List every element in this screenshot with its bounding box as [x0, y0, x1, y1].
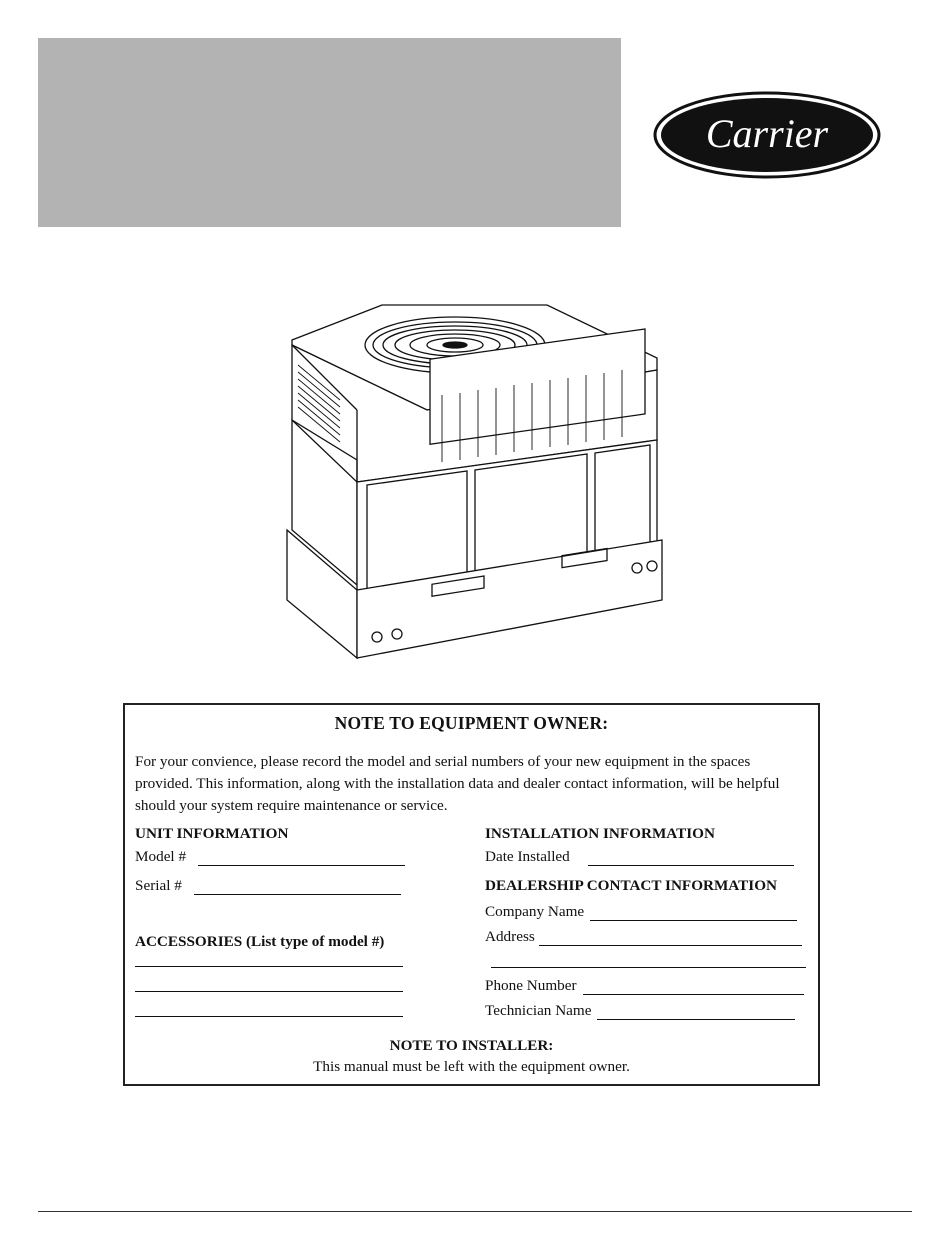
serial-row [135, 877, 401, 895]
accessory-line-2[interactable] [135, 977, 403, 992]
phone-number-label: Phone Number [485, 977, 577, 994]
phone-number-blank-line[interactable] [583, 980, 804, 995]
owner-note-box [123, 703, 820, 1086]
note-installer-text: This manual must be left with the equipment owner. [313, 1058, 630, 1075]
dealership-contact-heading: DEALERSHIP CONTACT INFORMATION [485, 877, 777, 894]
note-owner-intro: For your convience, please record the model and serial numbers of your new equipment in the spaces provided. This information, along with the installation data and dealer contact information, will be helpful should your system require maintenance or service. [135, 753, 780, 814]
model-blank-line[interactable] [198, 851, 405, 866]
accessory-line-3[interactable] [135, 1002, 403, 1017]
carrier-logo [652, 90, 882, 180]
technician-name-row [485, 1002, 795, 1020]
company-name-row [485, 903, 797, 921]
serial-blank-line[interactable] [194, 880, 401, 895]
address-blank-line-2[interactable] [491, 953, 806, 968]
address-blank-line-1[interactable] [539, 931, 802, 946]
date-installed-blank-line[interactable] [588, 851, 794, 866]
serial-label: Serial # [135, 877, 182, 894]
phone-number-row [485, 977, 804, 995]
packaged-unit-illustration [282, 300, 667, 665]
accessory-line-1[interactable] [135, 952, 403, 967]
footer-rule [38, 1211, 912, 1212]
title-banner [38, 38, 621, 227]
date-installed-label: Date Installed [485, 848, 570, 865]
logo-text: Carrier [705, 111, 829, 156]
note-installer-title: NOTE TO INSTALLER: [389, 1037, 554, 1054]
model-row [135, 848, 405, 866]
company-name-label: Company Name [485, 903, 585, 920]
technician-name-label: Technician Name [485, 1002, 592, 1019]
model-label: Model # [135, 848, 187, 865]
company-name-blank-line[interactable] [590, 906, 797, 921]
accessories-heading: ACCESSORIES (List type of model #) [135, 933, 385, 950]
technician-name-blank-line[interactable] [597, 1005, 795, 1020]
date-installed-row [485, 848, 794, 866]
installation-information-heading: INSTALLATION INFORMATION [485, 825, 715, 842]
note-owner-title: NOTE TO EQUIPMENT OWNER: [334, 713, 609, 733]
address-label: Address [485, 928, 535, 945]
unit-information-section [135, 825, 435, 843]
unit-information-heading: UNIT INFORMATION [135, 825, 289, 842]
address-row [485, 928, 802, 946]
